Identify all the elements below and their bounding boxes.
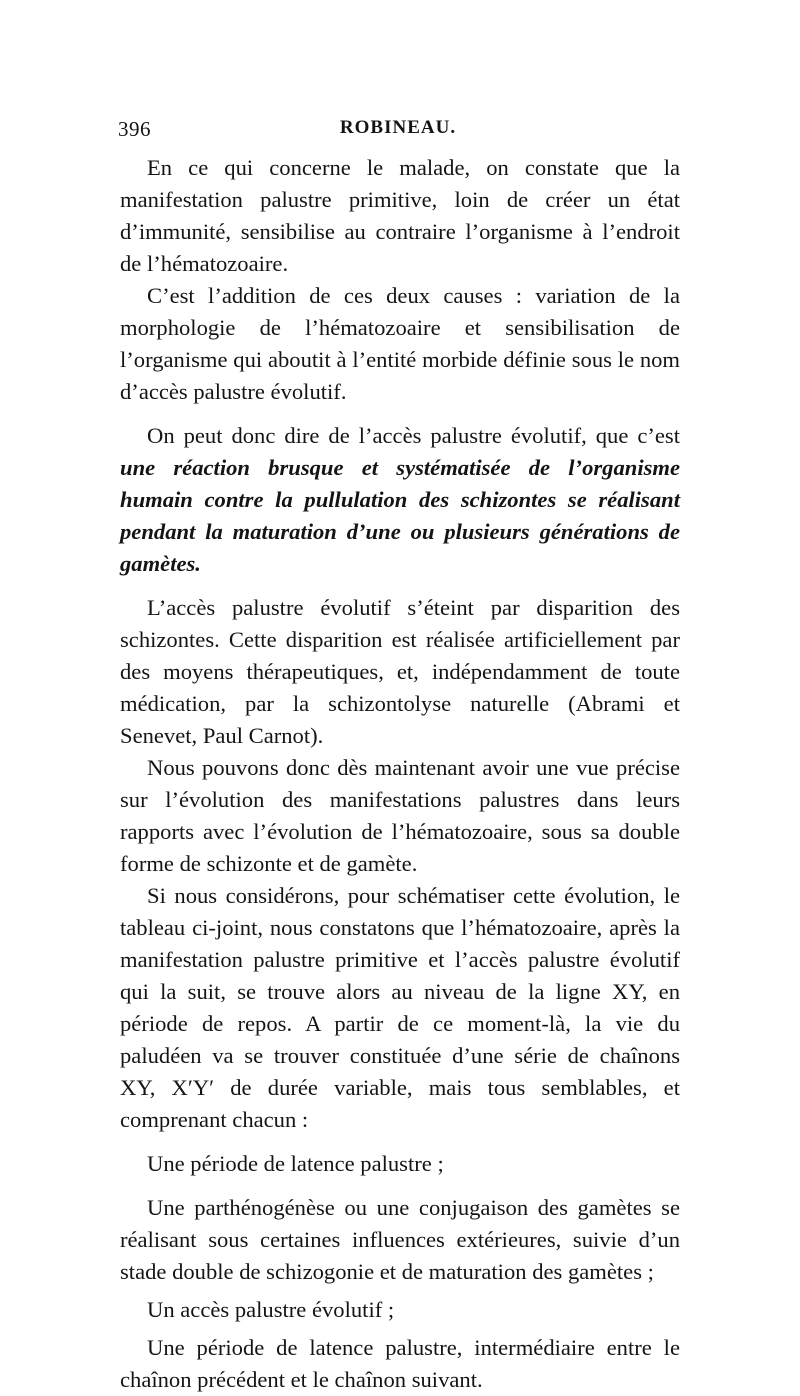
list-item-latence: Une période de latence palustre ; xyxy=(147,1151,444,1176)
definition-lead: On peut donc dire de l’accès palustre évolutif, que c’est xyxy=(147,423,680,448)
running-head: ROBINEAU. xyxy=(339,117,457,138)
list-item-acces: Un accès palustre évolutif ; xyxy=(147,1297,395,1322)
page-header xyxy=(118,117,678,147)
paragraph-extinction: L’accès palustre évolutif s’éteint par disparition des schizontes. Cette disparition est réalisée artificiellement par des moyens thérapeutiques, et, indépendamment de toute médication, par la schizontolyse naturelle (Abrami et Senevet, Paul Carnot). xyxy=(120,595,680,748)
definition-emphasis: une réaction brusque et systématisée de l’organisme humain contre la pullulation des schizontes se réalisant pendant la maturation d’une ou plusieurs générations de gamètes. xyxy=(120,455,680,576)
paragraph-immunity: En ce qui concerne le malade, on constate que la manifestation palustre primitive, loin de créer un état d’immunité, sensibilise au contraire l’organisme à l’endroit de l’hématozoaire. xyxy=(120,155,680,276)
list-item-parthenogenese: Une parthénogénèse ou une conjugaison des gamètes se réalisant sous certaines influences extérieures, suivie d’un stade double de schizogonie et de maturation des gamètes ; xyxy=(120,1195,680,1284)
body-text xyxy=(120,152,680,1396)
paragraph-schema: Si nous considérons, pour schématiser cette évolution, le tableau ci-joint, nous constatons que l’hématozoaire, après la manifestation palustre primitive et l’accès palustre évolutif qui la suit, se trouve alors au niveau de la ligne XY, en période de repos. A partir de ce moment-là, la vie du paludéen va se trouver constituée d’une série de chaînons XY, X′Y′ de durée variable, mais tous semblables, et comprenant chacun : xyxy=(120,883,680,1132)
page-number: 396 xyxy=(118,117,151,141)
paragraph-definition xyxy=(120,420,680,580)
paragraph-overview: Nous pouvons donc dès maintenant avoir une vue précise sur l’évolution des manifestations palustres dans leurs rapports avec l’évolution de l’hématozoaire, sous sa double forme de schizonte et de gamète. xyxy=(120,755,680,876)
paragraph-causes: C’est l’addition de ces deux causes : variation de la morphologie de l’hématozoaire et sensibilisation de l’organisme qui aboutit à l’entité morbide définie sous le nom d’accès palustre évolutif. xyxy=(120,283,680,404)
list-item-latence-intermediaire: Une période de latence palustre, intermédiaire entre le chaînon précédent et le chaînon suivant. xyxy=(120,1335,680,1392)
